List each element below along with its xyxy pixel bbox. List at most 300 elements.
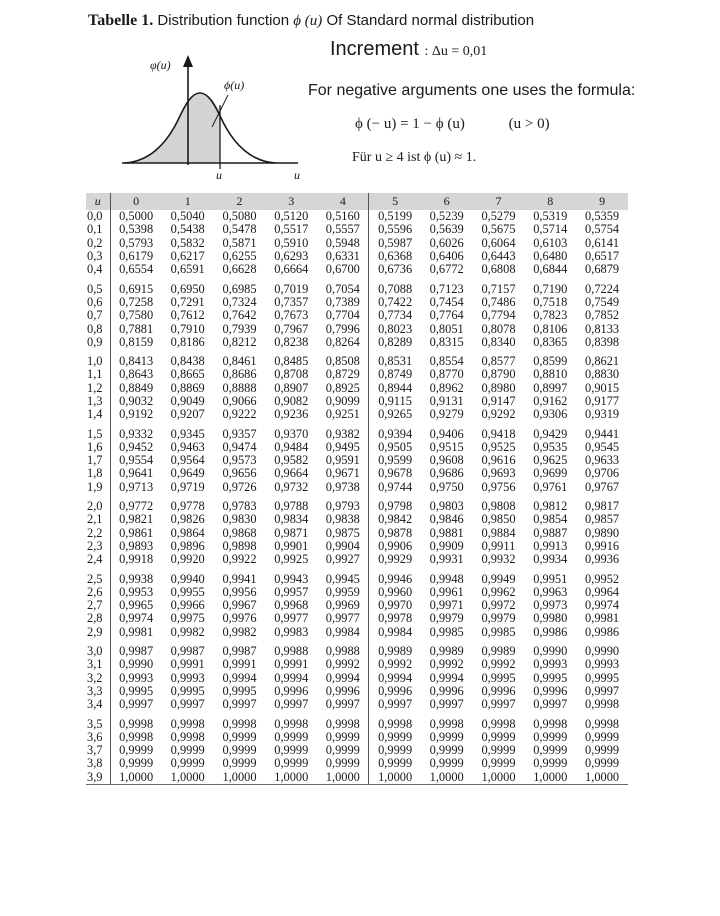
probability-cell: 0,7389 bbox=[325, 294, 360, 309]
probability-cell: 0,9382 bbox=[325, 426, 360, 441]
probability-cell: 0,9842 bbox=[369, 513, 421, 526]
probability-cell: 0,9971 bbox=[429, 598, 464, 613]
probability-cell: 0,8643 bbox=[110, 368, 162, 381]
probability-cell: 0,9991 bbox=[222, 657, 257, 672]
probability-cell: 0,9932 bbox=[481, 552, 516, 567]
probability-cell: 0,8051 bbox=[429, 321, 464, 336]
table-row bbox=[86, 223, 628, 236]
probability-cell: 0,9934 bbox=[533, 552, 568, 567]
probability-cell: 0,9821 bbox=[110, 513, 162, 526]
probability-cell: 0,9948 bbox=[429, 571, 464, 586]
probability-cell: 0,8289 bbox=[369, 336, 421, 349]
probability-cell: 0,9332 bbox=[110, 427, 162, 440]
probability-cell: 0,9995 bbox=[222, 683, 257, 698]
probability-cell: 0,9599 bbox=[369, 454, 421, 467]
u-value-cell: 0,5 bbox=[87, 281, 103, 296]
probability-cell: 0,5832 bbox=[170, 235, 205, 250]
probability-cell: 0,9995 bbox=[110, 685, 162, 698]
table-row bbox=[86, 658, 628, 671]
probability-cell: 0,8810 bbox=[533, 367, 568, 382]
probability-cell: 0,6700 bbox=[325, 262, 360, 277]
u-value-cell: 0,1 bbox=[87, 222, 103, 237]
probability-cell: 0,9999 bbox=[429, 756, 464, 771]
probability-cell: 0,9999 bbox=[369, 744, 421, 757]
probability-cell: 0,9854 bbox=[533, 512, 568, 527]
bell-curve-figure bbox=[118, 45, 308, 180]
probability-cell: 0,6808 bbox=[481, 262, 516, 277]
negative-arguments-note: For negative arguments one uses the formula: bbox=[308, 82, 636, 99]
probability-cell: 0,9980 bbox=[533, 611, 568, 626]
probability-cell: 0,9979 bbox=[481, 611, 516, 626]
probability-cell: 0,9920 bbox=[170, 552, 205, 567]
probability-cell: 0,8186 bbox=[170, 334, 205, 349]
probability-cell: 0,9306 bbox=[533, 407, 568, 422]
probability-cell: 0,9985 bbox=[429, 624, 464, 639]
probability-cell: 0,8340 bbox=[481, 334, 516, 349]
probability-cell: 0,9996 bbox=[274, 683, 309, 698]
probability-cell: 0,9956 bbox=[222, 584, 257, 599]
probability-cell: 0,9192 bbox=[110, 408, 162, 421]
probability-cell: 0,6736 bbox=[369, 263, 421, 276]
probability-cell: 0,9913 bbox=[533, 538, 568, 553]
probability-cell: 0,9131 bbox=[429, 394, 464, 408]
probability-cell: 0,9993 bbox=[170, 670, 205, 685]
u-value-cell: 3,5 bbox=[87, 716, 103, 731]
probability-cell: 0,9979 bbox=[429, 611, 464, 626]
probability-cell: 0,8770 bbox=[429, 367, 464, 382]
table-row bbox=[86, 672, 628, 685]
probability-cell: 0,9996 bbox=[369, 685, 421, 698]
probability-cell: 0,5987 bbox=[369, 237, 421, 250]
probability-cell: 0,8413 bbox=[110, 355, 162, 368]
probability-cell: 0,9968 bbox=[274, 598, 309, 613]
probability-cell: 0,9990 bbox=[585, 644, 620, 659]
probability-cell: 0,9988 bbox=[274, 644, 309, 659]
column-header: 1 bbox=[162, 193, 214, 210]
table-row bbox=[86, 355, 628, 368]
probability-cell: 0,5871 bbox=[222, 235, 257, 250]
probability-cell: 0,9732 bbox=[274, 479, 309, 494]
table-row bbox=[86, 500, 628, 513]
table-row bbox=[86, 296, 628, 309]
increment-label: Increment bbox=[330, 38, 419, 60]
probability-cell: 1,0000 bbox=[214, 771, 266, 785]
probability-cell: 0,8686 bbox=[222, 367, 257, 382]
probability-cell: 0,9999 bbox=[222, 756, 257, 771]
probability-cell: 0,9582 bbox=[274, 453, 309, 468]
probability-cell: 0,9896 bbox=[170, 538, 205, 553]
probability-cell: 1,0000 bbox=[162, 771, 214, 785]
symmetry-formula bbox=[355, 116, 550, 133]
probability-cell: 0,7704 bbox=[325, 308, 360, 323]
u-value-cell: 2,5 bbox=[87, 571, 103, 586]
probability-cell: 0,9916 bbox=[585, 538, 620, 553]
table-header-row bbox=[86, 193, 628, 210]
probability-cell: 0,9641 bbox=[110, 467, 162, 480]
probability-cell: 0,6255 bbox=[222, 249, 257, 264]
probability-cell: 0,9998 bbox=[325, 716, 360, 731]
probability-cell: 0,8508 bbox=[325, 354, 360, 369]
probability-cell: 0,8888 bbox=[222, 380, 257, 395]
probability-cell: 0,5517 bbox=[274, 222, 309, 237]
probability-cell: 0,8962 bbox=[429, 380, 464, 395]
probability-cell: 0,9418 bbox=[481, 426, 516, 441]
probability-cell: 0,6443 bbox=[481, 249, 516, 264]
normal-distribution-table bbox=[86, 193, 628, 785]
probability-cell: 0,9808 bbox=[481, 499, 516, 514]
probability-cell: 0,9972 bbox=[481, 598, 516, 613]
probability-cell: 0,9505 bbox=[369, 441, 421, 454]
probability-cell: 0,9961 bbox=[429, 584, 464, 599]
u-value-cell: 3,3 bbox=[87, 683, 103, 698]
probability-cell: 0,9998 bbox=[170, 716, 205, 731]
probability-cell: 0,7518 bbox=[533, 294, 568, 309]
probability-cell: 0,9998 bbox=[274, 716, 309, 731]
probability-cell: 0,9032 bbox=[110, 395, 162, 408]
probability-cell: 0,9991 bbox=[274, 657, 309, 672]
u-value-cell: 2,6 bbox=[87, 584, 103, 599]
probability-cell: 0,8159 bbox=[110, 336, 162, 349]
probability-cell: 0,9803 bbox=[429, 499, 464, 514]
table-row bbox=[86, 322, 628, 335]
probability-cell: 1,0000 bbox=[473, 771, 525, 785]
probability-cell: 0,9750 bbox=[429, 479, 464, 494]
probability-cell: 0,5160 bbox=[325, 209, 360, 224]
probability-cell: 0,6915 bbox=[110, 282, 162, 295]
probability-cell: 0,9474 bbox=[222, 439, 257, 454]
probability-cell: 0,9861 bbox=[110, 527, 162, 540]
probability-cell: 0,9999 bbox=[533, 729, 568, 744]
column-header: 6 bbox=[421, 193, 473, 210]
probability-cell: 0,8729 bbox=[325, 367, 360, 382]
increment-line bbox=[330, 38, 487, 61]
probability-cell: 0,6103 bbox=[533, 235, 568, 250]
probability-cell: 0,9265 bbox=[369, 408, 421, 421]
probability-cell: 0,9999 bbox=[533, 756, 568, 771]
probability-cell: 0,9911 bbox=[481, 538, 516, 553]
u-value-cell: 0,2 bbox=[87, 235, 103, 250]
probability-cell: 0,9998 bbox=[429, 716, 464, 731]
probability-cell: 0,7454 bbox=[429, 294, 464, 309]
probability-cell: 0,9783 bbox=[222, 499, 257, 514]
probability-cell: 1,0000 bbox=[265, 771, 317, 785]
u-label-right: u bbox=[294, 168, 300, 182]
probability-cell: 0,6406 bbox=[429, 249, 464, 264]
probability-cell: 0,9987 bbox=[110, 645, 162, 658]
probability-cell: 0,7852 bbox=[585, 308, 620, 323]
probability-cell: 0,9986 bbox=[585, 624, 620, 639]
column-header: 4 bbox=[317, 193, 369, 210]
probability-cell: 0,9967 bbox=[222, 598, 257, 613]
table-row bbox=[86, 481, 628, 494]
phi-axis-label: φ(u) bbox=[150, 58, 171, 72]
probability-cell: 0,9973 bbox=[533, 598, 568, 613]
probability-cell: 0,8106 bbox=[533, 321, 568, 336]
u-value-cell: 1,8 bbox=[87, 466, 103, 481]
probability-cell: 0,9370 bbox=[274, 426, 309, 441]
title-phi: ϕ (u) bbox=[293, 13, 323, 29]
probability-cell: 0,9999 bbox=[429, 729, 464, 744]
probability-cell: 0,9838 bbox=[325, 512, 360, 527]
probability-cell: 0,9049 bbox=[170, 394, 205, 408]
probability-cell: 0,8944 bbox=[369, 382, 421, 395]
probability-cell: 0,9515 bbox=[429, 439, 464, 454]
probability-cell: 1,0000 bbox=[524, 771, 576, 785]
table-row bbox=[86, 282, 628, 295]
probability-cell: 0,9998 bbox=[222, 716, 257, 731]
table-row bbox=[86, 336, 628, 349]
probability-cell: 0,9977 bbox=[325, 611, 360, 626]
probability-cell: 0,8485 bbox=[274, 354, 309, 369]
probability-cell: 0,7190 bbox=[533, 281, 568, 296]
probability-cell: 0,5910 bbox=[274, 235, 309, 250]
probability-cell: 0,9871 bbox=[274, 525, 309, 540]
probability-cell: 0,9147 bbox=[481, 394, 516, 408]
probability-cell: 0,7357 bbox=[274, 294, 309, 309]
probability-cell: 0,9846 bbox=[429, 512, 464, 527]
probability-cell: 0,6331 bbox=[325, 249, 360, 264]
probability-cell: 0,9982 bbox=[170, 624, 205, 639]
table-row bbox=[86, 454, 628, 467]
table-row bbox=[86, 408, 628, 421]
probability-cell: 0,9987 bbox=[170, 644, 205, 659]
probability-cell: 0,6628 bbox=[222, 262, 257, 277]
table-row bbox=[86, 467, 628, 480]
probability-cell: 0,9793 bbox=[325, 499, 360, 514]
probability-cell: 0,9989 bbox=[429, 644, 464, 659]
probability-cell: 0,9940 bbox=[170, 571, 205, 586]
probability-cell: 0,7910 bbox=[170, 321, 205, 336]
table-row bbox=[86, 757, 628, 770]
probability-cell: 0,9744 bbox=[369, 481, 421, 494]
probability-cell: 0,9554 bbox=[110, 454, 162, 467]
probability-cell: 0,9826 bbox=[170, 512, 205, 527]
probability-cell: 1,0000 bbox=[317, 771, 369, 785]
probability-cell: 0,9994 bbox=[222, 670, 257, 685]
u-value-cell: 3,0 bbox=[87, 644, 103, 659]
table-row bbox=[86, 250, 628, 263]
probability-cell: 0,7157 bbox=[481, 281, 516, 296]
probability-cell: 0,8708 bbox=[274, 367, 309, 382]
table-row bbox=[86, 586, 628, 599]
probability-cell: 0,9999 bbox=[325, 729, 360, 744]
probability-cell: 1,0000 bbox=[110, 771, 162, 785]
large-u-note: Für u ≥ 4 ist ϕ (u) ≈ 1. bbox=[352, 150, 477, 165]
probability-cell: 0,9999 bbox=[222, 729, 257, 744]
probability-cell: 0,9941 bbox=[222, 571, 257, 586]
table-row bbox=[86, 744, 628, 757]
probability-cell: 0,5120 bbox=[274, 209, 309, 224]
probability-cell: 0,7996 bbox=[325, 321, 360, 336]
probability-cell: 0,5000 bbox=[110, 210, 162, 223]
probability-cell: 0,8849 bbox=[110, 382, 162, 395]
probability-cell: 0,9082 bbox=[274, 394, 309, 408]
probability-cell: 0,9945 bbox=[325, 571, 360, 586]
probability-cell: 0,8133 bbox=[585, 321, 620, 336]
probability-cell: 0,9909 bbox=[429, 538, 464, 553]
probability-cell: 0,7422 bbox=[369, 296, 421, 309]
probability-cell: 0,9207 bbox=[170, 407, 205, 422]
probability-cell: 0,5319 bbox=[533, 209, 568, 224]
probability-cell: 0,9881 bbox=[429, 525, 464, 540]
probability-cell: 0,9875 bbox=[325, 525, 360, 540]
probability-cell: 0,9998 bbox=[110, 717, 162, 730]
u-value-cell: 0,7 bbox=[87, 308, 103, 323]
axis-arrow-icon bbox=[183, 55, 193, 67]
probability-cell: 0,9656 bbox=[222, 466, 257, 481]
probability-cell: 0,6664 bbox=[274, 262, 309, 277]
probability-cell: 0,9591 bbox=[325, 453, 360, 468]
probability-cell: 0,9292 bbox=[481, 407, 516, 422]
probability-cell: 0,7054 bbox=[325, 281, 360, 296]
probability-cell: 0,9962 bbox=[481, 584, 516, 599]
title-text: Distribution function bbox=[157, 12, 290, 29]
probability-cell: 1,0000 bbox=[421, 771, 473, 785]
probability-cell: 0,9236 bbox=[274, 407, 309, 422]
probability-cell: 0,9115 bbox=[369, 395, 421, 408]
probability-cell: 0,9943 bbox=[274, 571, 309, 586]
probability-cell: 0,9162 bbox=[533, 394, 568, 408]
cdf-shaded-area bbox=[124, 93, 220, 163]
probability-cell: 0,9066 bbox=[222, 394, 257, 408]
table-row bbox=[86, 368, 628, 381]
table-row bbox=[86, 427, 628, 440]
probability-cell: 0,9901 bbox=[274, 538, 309, 553]
column-header: 0 bbox=[110, 193, 162, 210]
probability-cell: 0,9990 bbox=[110, 658, 162, 671]
probability-cell: 0,9830 bbox=[222, 512, 257, 527]
u-value-cell: 0,8 bbox=[87, 321, 103, 336]
probability-cell: 0,9964 bbox=[585, 584, 620, 599]
probability-cell: 0,9996 bbox=[533, 683, 568, 698]
probability-cell: 0,9850 bbox=[481, 512, 516, 527]
probability-cell: 0,9997 bbox=[110, 698, 162, 711]
probability-cell: 0,8621 bbox=[585, 354, 620, 369]
probability-cell: 0,9994 bbox=[429, 670, 464, 685]
table-row bbox=[86, 382, 628, 395]
probability-cell: 0,9996 bbox=[325, 683, 360, 698]
probability-cell: 0,8925 bbox=[325, 380, 360, 395]
probability-cell: 0,9719 bbox=[170, 479, 205, 494]
probability-cell: 0,9984 bbox=[369, 626, 421, 639]
probability-cell: 0,7324 bbox=[222, 294, 257, 309]
u-value-cell: 3,2 bbox=[87, 670, 103, 685]
probability-cell: 0,8907 bbox=[274, 380, 309, 395]
table-row bbox=[86, 771, 628, 785]
table-row bbox=[86, 731, 628, 744]
probability-cell: 0,9998 bbox=[481, 716, 516, 731]
probability-cell: 0,6772 bbox=[429, 262, 464, 277]
title-tail: Of Standard normal distribution bbox=[326, 12, 535, 29]
probability-cell: 0,9394 bbox=[369, 427, 421, 440]
increment-value: : Δu = 0,01 bbox=[424, 44, 488, 59]
probability-cell: 0,9099 bbox=[325, 394, 360, 408]
probability-cell: 0,5359 bbox=[585, 209, 620, 224]
probability-cell: 0,5596 bbox=[369, 223, 421, 236]
probability-cell: 0,8790 bbox=[481, 367, 516, 382]
probability-cell: 0,7224 bbox=[585, 281, 620, 296]
probability-cell: 0,7258 bbox=[110, 296, 162, 309]
probability-cell: 0,9999 bbox=[170, 743, 205, 758]
probability-cell: 0,5639 bbox=[429, 222, 464, 237]
probability-cell: 0,9978 bbox=[369, 612, 421, 625]
column-header: 5 bbox=[369, 193, 421, 210]
probability-cell: 0,8830 bbox=[585, 367, 620, 382]
probability-cell: 0,7967 bbox=[274, 321, 309, 336]
probability-cell: 0,9982 bbox=[222, 624, 257, 639]
probability-cell: 0,9649 bbox=[170, 466, 205, 481]
probability-cell: 0,7549 bbox=[585, 294, 620, 309]
u-value-cell: 2,4 bbox=[87, 552, 103, 567]
u-value-cell: 2,7 bbox=[87, 598, 103, 613]
probability-cell: 0,8997 bbox=[533, 380, 568, 395]
probability-cell: 0,5239 bbox=[429, 209, 464, 224]
probability-cell: 0,9999 bbox=[585, 729, 620, 744]
table-row bbox=[86, 612, 628, 625]
probability-cell: 0,5199 bbox=[369, 210, 421, 223]
probability-cell: 0,9999 bbox=[481, 756, 516, 771]
probability-cell: 0,9997 bbox=[481, 697, 516, 712]
probability-cell: 0,8023 bbox=[369, 322, 421, 335]
probability-cell: 0,9898 bbox=[222, 538, 257, 553]
table-row bbox=[86, 513, 628, 526]
probability-cell: 0,9999 bbox=[533, 743, 568, 758]
probability-cell: 0,9525 bbox=[481, 439, 516, 454]
probability-cell: 0,9918 bbox=[110, 553, 162, 566]
probability-cell: 0,9608 bbox=[429, 453, 464, 468]
probability-cell: 0,9616 bbox=[481, 453, 516, 468]
probability-cell: 0,9993 bbox=[585, 657, 620, 672]
probability-cell: 0,9756 bbox=[481, 479, 516, 494]
probability-cell: 0,9999 bbox=[325, 743, 360, 758]
probability-cell: 0,8365 bbox=[533, 334, 568, 349]
probability-cell: 0,9817 bbox=[585, 499, 620, 514]
probability-cell: 0,9319 bbox=[585, 407, 620, 422]
probability-cell: 0,9279 bbox=[429, 407, 464, 422]
u-label-left: u bbox=[216, 168, 222, 182]
probability-cell: 0,9997 bbox=[222, 697, 257, 712]
column-header: 2 bbox=[214, 193, 266, 210]
u-value-cell: 3,8 bbox=[87, 756, 103, 771]
probability-cell: 0,6064 bbox=[481, 235, 516, 250]
u-value-cell: 1,3 bbox=[87, 394, 103, 408]
probability-cell: 0,9251 bbox=[325, 407, 360, 422]
u-value-cell: 3,6 bbox=[87, 729, 103, 744]
probability-cell: 0,6368 bbox=[369, 250, 421, 263]
probability-cell: 0,7794 bbox=[481, 308, 516, 323]
probability-cell: 0,9951 bbox=[533, 571, 568, 586]
probability-cell: 0,9996 bbox=[429, 683, 464, 698]
probability-cell: 0,9671 bbox=[325, 466, 360, 481]
probability-cell: 0,9994 bbox=[325, 670, 360, 685]
probability-cell: 0,9573 bbox=[222, 453, 257, 468]
u-value-cell: 2,2 bbox=[87, 525, 103, 540]
probability-cell: 0,6293 bbox=[274, 249, 309, 264]
probability-cell: 0,9999 bbox=[222, 743, 257, 758]
probability-cell: 0,9927 bbox=[325, 552, 360, 567]
probability-cell: 0,9990 bbox=[533, 644, 568, 659]
probability-cell: 0,9925 bbox=[274, 552, 309, 567]
probability-cell: 0,9015 bbox=[585, 380, 620, 395]
probability-cell: 0,9177 bbox=[585, 394, 620, 408]
formula-condition: (u > 0) bbox=[508, 116, 550, 132]
u-value-cell: 1,7 bbox=[87, 453, 103, 468]
table-body bbox=[86, 210, 628, 784]
probability-cell: 0,7764 bbox=[429, 308, 464, 323]
probability-cell: 0,8554 bbox=[429, 354, 464, 369]
probability-cell: 0,9953 bbox=[110, 586, 162, 599]
u-value-cell: 0,6 bbox=[87, 294, 103, 309]
